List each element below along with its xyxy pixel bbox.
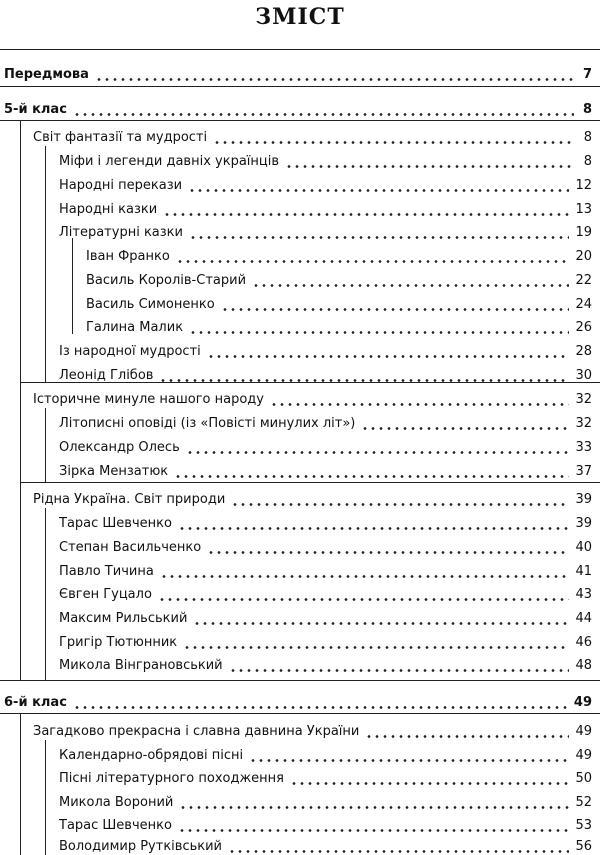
leader-dots	[179, 794, 569, 810]
toc-entry[interactable]	[59, 581, 592, 603]
toc-entry-page: 46	[575, 635, 592, 650]
toc-entry-title: Григір Тютюнник	[59, 635, 178, 650]
toc-entry[interactable]	[33, 124, 592, 146]
rule-sec2	[20, 482, 600, 483]
leader-dots	[290, 770, 569, 786]
toc-entry-page: 8	[582, 102, 592, 117]
toc-entry-page: 28	[575, 344, 592, 359]
toc-entry[interactable]	[59, 196, 592, 218]
toc-entry[interactable]	[59, 742, 592, 764]
toc-entry[interactable]	[86, 267, 592, 289]
toc-entry-title: 5-й клас	[4, 102, 67, 117]
toc-entry-page: 7	[582, 67, 592, 82]
leader-dots	[189, 224, 569, 240]
toc-entry[interactable]	[59, 338, 592, 360]
guide-sec1	[45, 146, 46, 382]
leader-dots	[365, 723, 569, 739]
guide-grade6	[20, 713, 21, 855]
toc-entry-grade5[interactable]	[4, 96, 592, 118]
rule-grade5-top	[0, 120, 600, 121]
toc-entry-title: Тарас Шевченко	[59, 818, 172, 833]
toc-entry-page: 30	[575, 368, 592, 383]
toc-entry-title: Історичне минуле нашого народу	[33, 392, 264, 407]
toc-entry[interactable]	[33, 386, 592, 408]
toc-entry-title: Міфи і легенди давніх українців	[59, 154, 280, 169]
toc-entry-title: Володимир Рутківський	[59, 839, 223, 854]
toc-entry[interactable]	[59, 629, 592, 651]
toc-entry-page: 32	[575, 392, 592, 407]
toc-entry-title: Передмова	[4, 67, 89, 82]
toc-entry-title: 6-й клас	[4, 695, 67, 710]
toc-entry-title: Олександр Олесь	[59, 440, 180, 455]
toc-entry[interactable]	[59, 434, 592, 456]
toc-entry-title: Зірка Мензатюк	[59, 464, 169, 479]
guide-sec2	[45, 408, 46, 482]
toc-entry-page: 13	[575, 202, 592, 217]
leader-dots	[186, 439, 570, 455]
toc-entry[interactable]	[59, 558, 592, 580]
toc-entry-page: 39	[575, 492, 592, 507]
toc-entry-page: 22	[575, 273, 592, 288]
toc-entry-page: 49	[575, 748, 592, 763]
leader-dots	[207, 343, 570, 359]
toc-entry-title: Максим Рильський	[59, 611, 188, 626]
leader-dots	[178, 515, 570, 531]
toc-entry-title: Степан Васильченко	[59, 540, 202, 555]
toc-entry-page: 24	[575, 297, 592, 312]
toc-entry[interactable]	[86, 291, 592, 313]
leader-dots	[231, 491, 569, 507]
rule-preface	[0, 86, 600, 87]
leader-dots	[252, 272, 569, 288]
toc-entry[interactable]	[59, 510, 592, 532]
toc-entry[interactable]	[59, 833, 592, 855]
toc-entry-page: 26	[575, 320, 592, 335]
toc-entry-title: Тарас Шевченко	[59, 516, 172, 531]
toc-entry[interactable]	[33, 718, 592, 740]
toc-entry[interactable]	[59, 148, 592, 170]
toc-entry-page: 20	[575, 249, 592, 264]
toc-entry[interactable]	[59, 765, 592, 787]
leader-dots	[160, 563, 570, 579]
toc-entry-title: Іван Франко	[86, 249, 170, 264]
rule-grade6-top	[0, 713, 600, 714]
toc-entry-title: Василь Королів-Старий	[86, 273, 247, 288]
toc-entry-page: 48	[575, 658, 592, 673]
leader-dots	[228, 838, 569, 854]
leader-dots	[174, 463, 569, 479]
toc-entry[interactable]	[86, 243, 592, 265]
toc-entry-title: Загадково прекрасна і славна давнина України	[33, 724, 360, 739]
toc-entry-title: Народні перекази	[59, 178, 183, 193]
toc-entry[interactable]	[86, 314, 592, 336]
toc-entry-title: Із народної мудрості	[59, 344, 201, 359]
toc-entry-title: Микола Вороний	[59, 795, 174, 810]
toc-entry-page: 56	[575, 839, 592, 854]
toc-entry-title: Народні казки	[59, 202, 158, 217]
leader-dots	[213, 129, 574, 145]
toc-entry[interactable]	[59, 789, 592, 811]
toc-entry[interactable]	[59, 219, 592, 241]
toc-entry-preface[interactable]	[4, 61, 592, 83]
toc-entry[interactable]	[59, 458, 592, 480]
leader-dots	[183, 634, 569, 650]
leader-dots	[73, 694, 568, 710]
toc-entry-page: 32	[575, 416, 592, 431]
toc-entry-page: 49	[575, 724, 592, 739]
leader-dots	[285, 153, 574, 169]
guide-sec6	[45, 740, 46, 855]
toc-entry-title: Павло Тичина	[59, 564, 154, 579]
leader-dots	[361, 415, 569, 431]
toc-entry-grade6[interactable]	[4, 689, 592, 711]
leader-dots	[270, 391, 569, 407]
leader-dots	[249, 747, 569, 763]
toc-entry[interactable]	[59, 652, 592, 674]
toc-entry-page: 53	[575, 818, 592, 833]
toc-entry-page: 12	[575, 178, 592, 193]
toc-entry-page: 33	[575, 440, 592, 455]
leader-dots	[73, 101, 574, 117]
leader-dots	[163, 201, 569, 217]
toc-entry[interactable]	[59, 534, 592, 556]
toc-entry[interactable]	[59, 172, 592, 194]
leader-dots	[178, 817, 570, 833]
toc-entry[interactable]	[59, 410, 592, 432]
rule-grade5-bottom	[0, 680, 600, 681]
toc-entry-page: 40	[575, 540, 592, 555]
toc-entry-title: Літературні казки	[59, 225, 183, 240]
toc-entry-title: Леонід Глібов	[59, 368, 154, 383]
toc-entry[interactable]	[33, 486, 592, 508]
toc-entry-page: 8	[583, 154, 592, 169]
toc-entry-title: Галина Малик	[86, 320, 184, 335]
leader-dots	[221, 296, 570, 312]
toc-entry-page: 44	[575, 611, 592, 626]
toc-entry-page: 49	[573, 695, 592, 710]
toc-entry-page: 43	[575, 587, 592, 602]
page-title: ЗМІСТ	[255, 4, 345, 30]
rule-top	[0, 49, 600, 50]
guide-sec3	[45, 508, 46, 680]
guide-grade5	[20, 120, 21, 680]
leader-dots	[158, 586, 570, 602]
guide-literary-tales	[72, 238, 73, 334]
leader-dots	[159, 367, 569, 383]
toc-entry-title: Світ фантазії та мудрості	[33, 130, 208, 145]
toc-entry-page: 8	[583, 130, 592, 145]
toc-entry-title: Пісні літературного походження	[59, 771, 284, 786]
toc-entry-page: 19	[575, 225, 592, 240]
toc-entry-title: Рідна Україна. Світ природи	[33, 492, 226, 507]
toc-entry-page: 41	[575, 564, 592, 579]
toc-entry-title: Василь Симоненко	[86, 297, 215, 312]
leader-dots	[207, 539, 569, 555]
leader-dots	[176, 248, 570, 264]
leader-dots	[95, 66, 574, 82]
leader-dots	[193, 610, 569, 626]
leader-dots	[188, 177, 569, 193]
toc-entry-page: 37	[575, 464, 592, 479]
leader-dots	[189, 319, 569, 335]
toc-entry-title: Євген Гуцало	[59, 587, 152, 602]
toc-entry-page: 50	[575, 771, 592, 786]
toc-entry[interactable]	[59, 812, 592, 834]
toc-entry-title: Микола Вінграновський	[59, 658, 223, 673]
toc-entry[interactable]	[59, 362, 592, 384]
toc-entry[interactable]	[59, 605, 592, 627]
toc-entry-page: 39	[575, 516, 592, 531]
toc-entry-title: Календарно-обрядові пісні	[59, 748, 244, 763]
toc-entry-page: 52	[575, 795, 592, 810]
toc-entry-title: Літописні оповіді (із «Повісті минулих літ»)	[59, 416, 356, 431]
leader-dots	[229, 657, 570, 673]
